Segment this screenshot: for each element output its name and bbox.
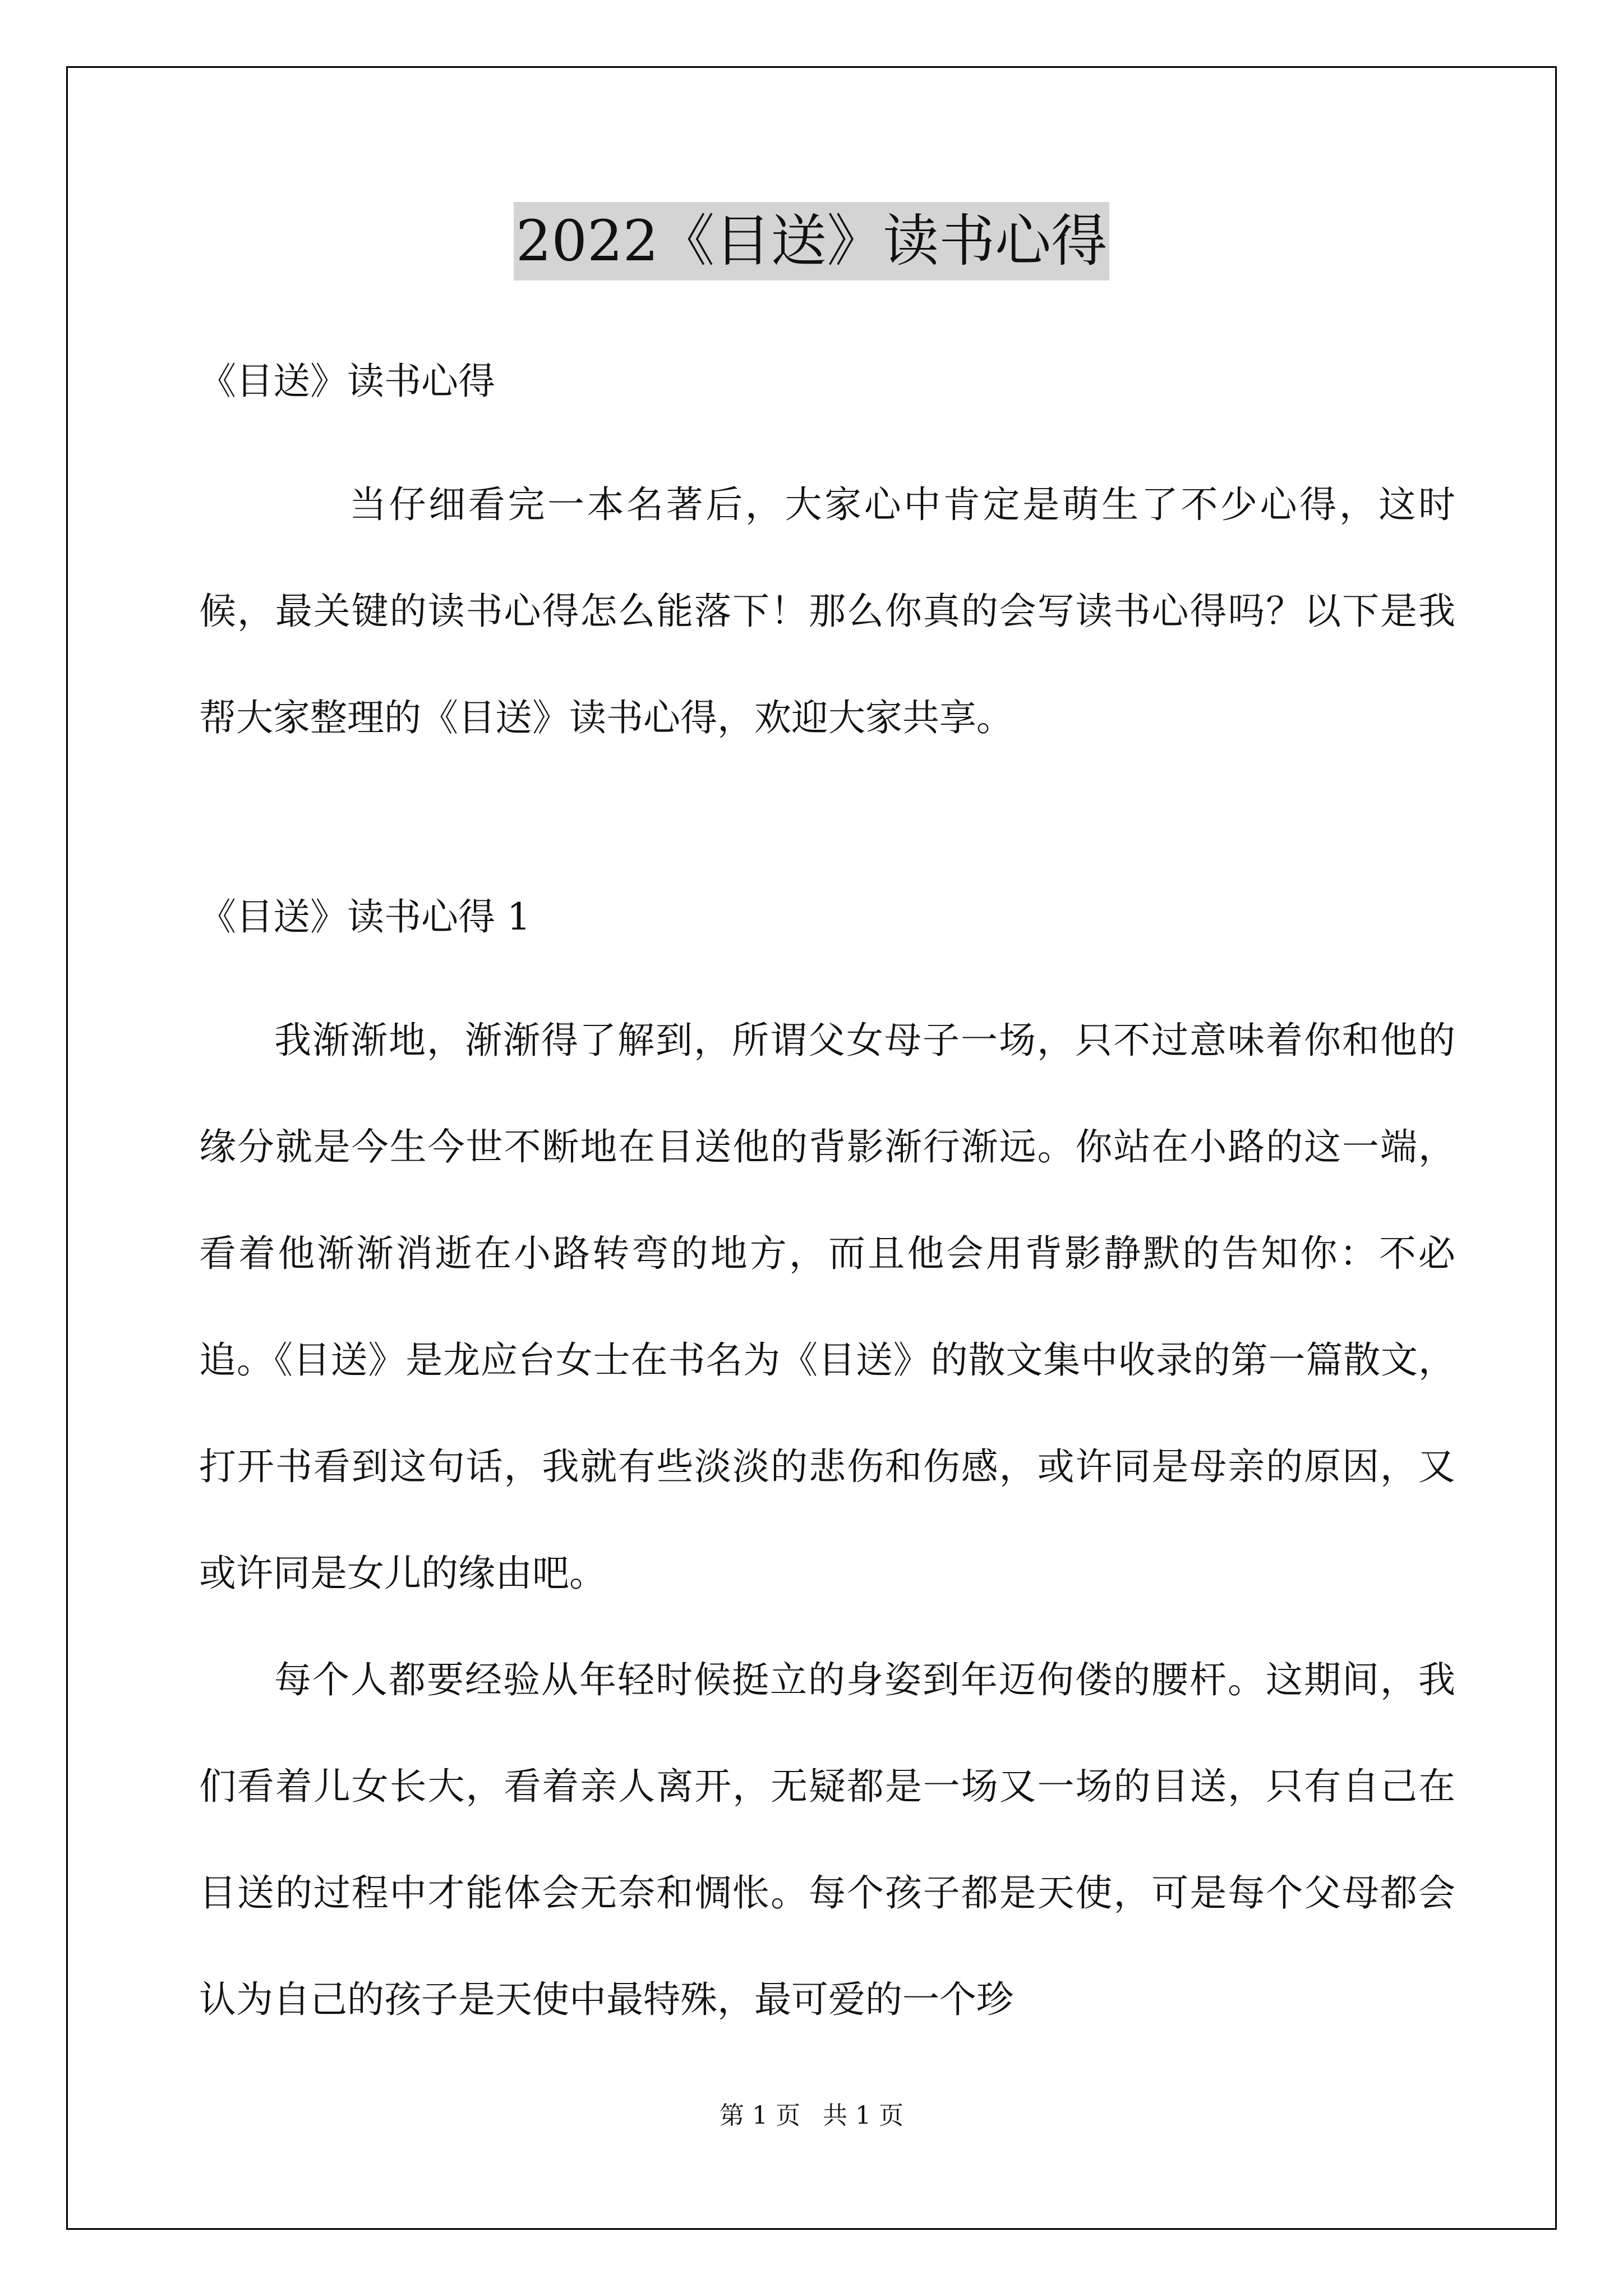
document-subtitle: 《目送》读书心得 bbox=[199, 360, 495, 403]
page-footer bbox=[0, 2095, 1623, 2131]
section-heading: 《目送》读书心得 1 bbox=[199, 895, 531, 938]
intro-paragraph: 当仔细看完一本名著后，大家心中肯定是萌生了不少心得，这时候，最关键的读书心得怎么能落下！那么你真的会写读书心得吗？以下是我帮大家整理的《目送》读书心得，欢迎大家共享。 bbox=[199, 483, 1455, 739]
page-number: 第 1 页 bbox=[720, 2101, 800, 2130]
document-title: 2022《目送》读书心得 bbox=[514, 202, 1110, 280]
document-title-block bbox=[0, 202, 1623, 280]
page-total: 共 1 页 bbox=[823, 2101, 903, 2130]
body-paragraph-2: 每个人都要经验从年轻时候挺立的身姿到年迈佝偻的腰杆。这期间，我们看着儿女长大，看着亲人离开，无疑都是一场又一场的目送，只有自己在目送的过程中才能体会无奈和惆怅。每个孩子都是天使，可是每个父母都会认为自己的孩子是天使中最特殊，最可爱的一个珍 bbox=[199, 1658, 1455, 2021]
body-paragraph-1: 我渐渐地，渐渐得了解到，所谓父女母子一场，只不过意味着你和他的缘分就是今生今世不断地在目送他的背影渐行渐远。你站在小路的这一端，看着他渐渐消逝在小路转弯的地方，而且他会用背影静默的告知你：不必追。《目送》是龙应台女士在书名为《目送》的散文集中收录的第一篇散文，打开书看到这句话，我就有些淡淡的悲伤和伤感，或许同是母亲的原因，又或许同是女儿的缘由吧。 bbox=[199, 1019, 1455, 1595]
